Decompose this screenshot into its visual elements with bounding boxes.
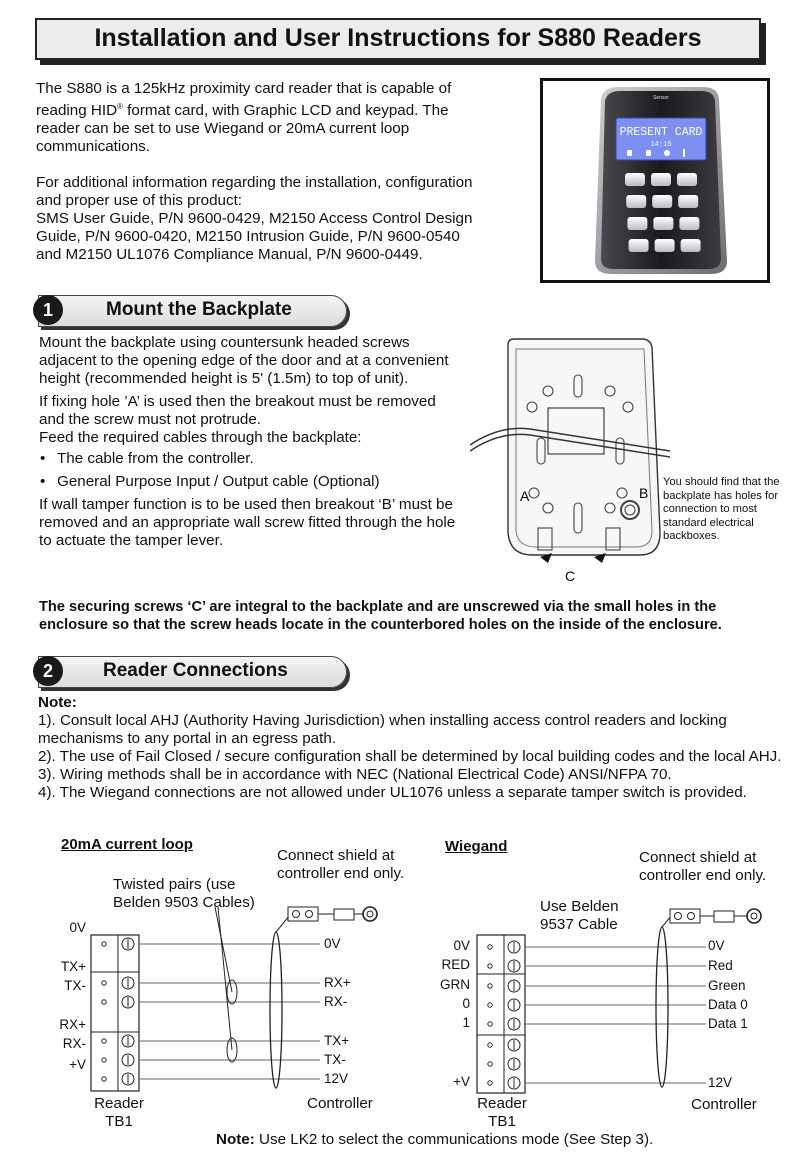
backplate-diagram: [470, 333, 670, 585]
loop-reader-label: 0V: [69, 920, 86, 935]
wiegand-reader-name: Reader: [477, 1095, 527, 1112]
wiegand-reader-label: 0V: [453, 938, 470, 953]
loop-reader-label: RX-: [62, 1036, 86, 1051]
list-item: • General Purpose Input / Output cable (Optional): [53, 473, 464, 491]
wiegand-controller-label: 12V: [708, 1075, 733, 1090]
section-2-title: Reader Connections: [103, 660, 288, 681]
wiegand-wiring-diagram: [476, 895, 776, 1095]
keypad-key: [678, 195, 698, 208]
loop-controller-label: TX-: [324, 1052, 346, 1067]
keypad-key: [677, 173, 697, 186]
loop-heading: 20mA current loop: [61, 836, 193, 853]
wiegand-reader-label: RED: [441, 957, 470, 972]
wiegand-reader-caption: [474, 1095, 530, 1131]
page-title: Installation and User Instructions for S880 Readers: [94, 24, 702, 52]
loop-controller-label: RX+: [324, 975, 351, 990]
wiegand-tb-name: TB1: [488, 1113, 516, 1130]
note-item: 4). The Wiegand connections are not allowed under UL1076 unless a separate tamper switch is provided.: [38, 784, 747, 801]
keypad-key: [655, 239, 675, 252]
notes-heading: Note:: [38, 694, 77, 711]
intro-text: [36, 80, 486, 264]
tamper-paragraph: If wall tamper function is to be used then breakout ‘B’ must be removed and an appropriate wall screw fitted through the hole to actuate the tamper lever.: [39, 496, 456, 549]
footer-note-heading: Note:: [216, 1131, 255, 1148]
keypad-key: [652, 195, 672, 208]
backbox-note: You should find that the backplate has holes for connection to most standard electrical backboxes.: [663, 476, 780, 542]
loop-reader-label: TX+: [60, 959, 86, 974]
loop-tb-name: TB1: [105, 1113, 133, 1130]
intro-paragraph-3: SMS User Guide, P/N 9600-0429, M2150 Access Control Design Guide, P/N 9600-0420, M2150 Intrusion Guide, P/N 9600-0540 and M2150 UL1076 Compliance Manual, P/N 9600-0449.: [36, 210, 473, 264]
keypad-key: [653, 217, 673, 230]
reader-illustration: [543, 81, 767, 280]
footer-note-text: Use LK2 to select the communications mode (See Step 3).: [254, 1131, 654, 1148]
wiegand-controller-label: Red: [708, 958, 733, 973]
securing-screws-note: The securing screws ‘C’ are integral to the backplate and are unscrewed via the small holes in the enclosure so that the screw heads locate in the counterbored holes on the inside of the enclosure.: [39, 599, 722, 633]
note-item: 3). Wiring methods shall be in accordance with NEC (National Electrical Code) ANSI/NFPA 70.: [38, 766, 672, 783]
wiegand-controller-label: 0V: [708, 938, 725, 953]
loop-shield-label: Connect shield at controller end only.: [277, 847, 405, 882]
section-1-body: [39, 334, 464, 550]
cable-list: [39, 450, 464, 491]
keypad-key: [681, 239, 701, 252]
footer-note: [216, 1131, 796, 1149]
label-c: C: [565, 568, 576, 584]
lcd-line-1: PRESENT CARD: [619, 126, 703, 139]
wiegand-controller-label: Data 0: [708, 997, 748, 1012]
label-a: A: [520, 488, 530, 504]
loop-controller-label: 12V: [324, 1071, 349, 1086]
loop-reader-label: RX+: [59, 1017, 86, 1032]
wiegand-controller-label: Data 1: [708, 1016, 748, 1031]
loop-reader-label: TX-: [64, 978, 86, 993]
brand-text: Sensor: [653, 95, 669, 101]
reader-photo: [540, 78, 770, 283]
section-1-title: Mount the Backplate: [106, 299, 292, 320]
wiegand-reader-label: GRN: [440, 977, 470, 992]
intro-p1-a: The S880 is a 125kHz proximity card reader that is capable of reading HID: [36, 80, 452, 120]
loop-reader-name: Reader: [94, 1095, 144, 1112]
section-1-number: 1: [33, 295, 63, 325]
keypad-key: [625, 173, 645, 186]
wiegand-controller-label: Green: [708, 978, 746, 993]
loop-controller-caption: Controller: [307, 1095, 373, 1112]
intro-p1-b: format card, with Graphic LCD and keypad. The reader can be set to use Wiegand or 20mA current loop communications.: [36, 102, 449, 156]
label-b: B: [639, 485, 649, 501]
loop-wiring-diagram: [90, 895, 400, 1095]
lcd-line-2: 14:15: [650, 141, 672, 149]
list-item: • The cable from the controller.: [53, 450, 464, 468]
twisted-pairs-label: Twisted pairs (use Belden 9503 Cables): [113, 876, 255, 911]
wiegand-shield-label: Connect shield at controller end only.: [639, 849, 767, 884]
keypad-key: [679, 217, 699, 230]
keypad-key: [626, 195, 646, 208]
loop-controller-label: RX-: [324, 994, 348, 1009]
wiegand-reader-label: 0: [462, 996, 470, 1011]
loop-controller-label: 0V: [324, 936, 341, 951]
intro-paragraph-1: [36, 80, 486, 156]
intro-paragraph-2: For additional information regarding the installation, configuration and proper use of this product:: [36, 174, 473, 210]
wiegand-heading: Wiegand: [445, 838, 508, 855]
registered-mark: ®: [117, 102, 123, 111]
keypad-key: [627, 217, 647, 230]
loop-reader-label: +V: [69, 1057, 86, 1072]
loop-controller-label: TX+: [324, 1033, 350, 1048]
wiegand-reader-label: +V: [453, 1074, 470, 1089]
loop-reader-caption: [91, 1095, 147, 1131]
belden-cable-label: Use Belden 9537 Cable: [540, 898, 619, 933]
wiegand-controller-caption: Controller: [691, 1096, 757, 1113]
mount-paragraph: Mount the backplate using countersunk headed screws adjacent to the opening edge of the door and at a convenient height (recommended height is 5' (1.5m) to top of unit).: [39, 334, 449, 387]
section-2-number: 2: [33, 656, 63, 686]
keypad-key: [629, 239, 649, 252]
note-item: 2). The use of Fail Closed / secure configuration shall be determined by local building codes and the local AHJ.: [38, 748, 782, 765]
fixing-hole-paragraph: If fixing hole ’A’ is used then the breakout must be removed and the screw must not protrude.: [39, 393, 436, 428]
connection-notes: [38, 694, 788, 802]
keypad-key: [651, 173, 671, 186]
wiegand-reader-label: 1: [462, 1015, 470, 1030]
feed-cables-paragraph: Feed the required cables through the backplate:: [39, 429, 362, 446]
note-item: 1). Consult local AHJ (Authority Having Jurisdiction) when installing access control readers and locking mechanisms to any portal in an egress path.: [38, 712, 727, 747]
